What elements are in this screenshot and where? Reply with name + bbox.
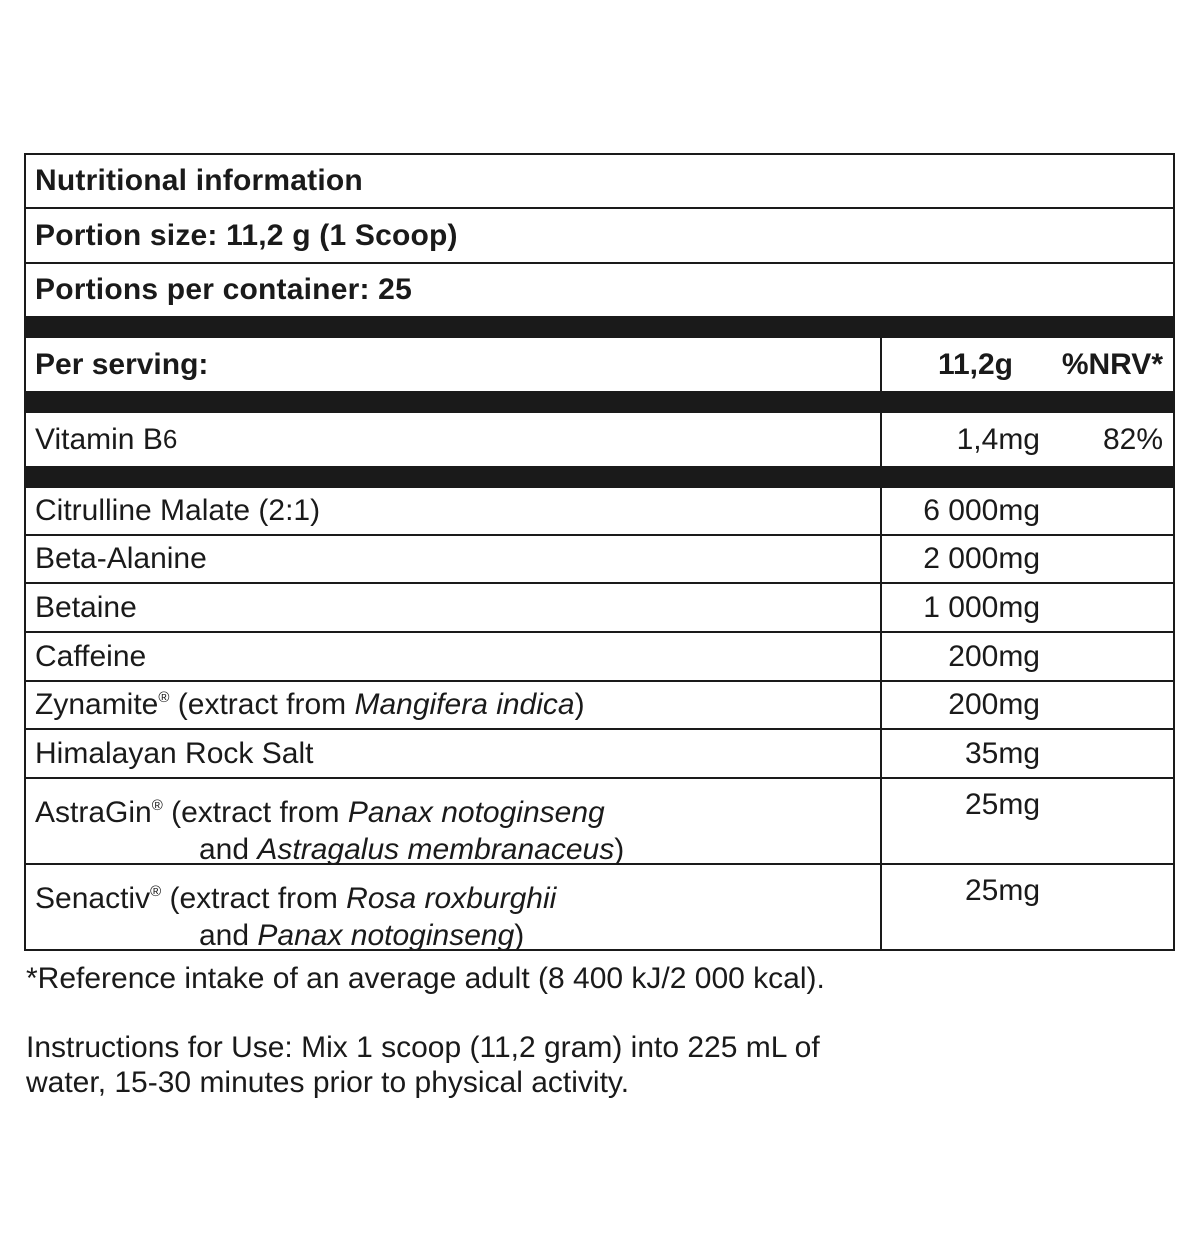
ingredient-name: AstraGin® (extract from Panax notoginseng and Astragalus membranaceus)	[26, 779, 882, 863]
thick-divider	[26, 393, 1173, 413]
portions-per-container-row	[26, 264, 1173, 318]
column-header-row	[26, 338, 1173, 393]
portion-size-row	[26, 209, 1173, 264]
thick-divider	[26, 468, 1173, 488]
ingredient-name: Himalayan Rock Salt	[26, 730, 882, 777]
instructions-line: water, 15-30 minutes prior to physical activity.	[26, 1066, 630, 1099]
ingredient-amount: 25mg	[964, 788, 1040, 821]
ingredient-values	[882, 779, 1173, 863]
registered-mark: ®	[158, 689, 170, 706]
table-row	[26, 488, 1173, 536]
ingredient-amount: 25mg	[964, 874, 1040, 907]
ingredient-amount: 2 000mg	[923, 542, 1040, 575]
ingredient-name: Senactiv® (extract from Rosa roxburghii and Panax notoginseng)	[26, 865, 882, 949]
ingredient-values	[882, 536, 1173, 582]
ingredient-values	[882, 633, 1173, 680]
ingredient-amount: 6 000mg	[923, 494, 1040, 527]
table-row	[26, 730, 1173, 779]
nutrient-name: Vitamin B 6	[26, 413, 882, 466]
table-title-row	[26, 155, 1173, 209]
serving-amount-header: 11,2g	[937, 347, 1013, 381]
ingredient-amount: 200mg	[948, 639, 1040, 673]
nutrition-table	[24, 153, 1175, 951]
ingredient-values	[882, 682, 1173, 728]
table-row	[26, 584, 1173, 633]
reference-intake-footnote: *Reference intake of an average adult (8 400 kJ/2 000 kcal).	[26, 962, 825, 995]
registered-mark: ®	[150, 883, 162, 900]
ingredient-name: Citrulline Malate (2:1)	[26, 488, 882, 534]
ingredient-values	[882, 865, 1173, 949]
table-row	[26, 865, 1173, 952]
ingredient-amount: 200mg	[948, 688, 1040, 721]
ingredient-amount: 1 000mg	[923, 590, 1040, 624]
registered-mark: ®	[151, 797, 163, 814]
ingredient-values	[882, 730, 1173, 777]
portions-per-container: Portions per container: 25	[35, 273, 412, 306]
table-row	[26, 536, 1173, 584]
ingredient-amount: 35mg	[964, 736, 1040, 770]
nutrient-values	[882, 413, 1173, 466]
nutrient-amount: 1,4mg	[956, 422, 1040, 456]
table-row	[26, 413, 1173, 468]
nrv-header: %NRV*	[1061, 347, 1163, 381]
instructions-line: Instructions for Use: Mix 1 scoop (11,2 gram) into 225 mL of	[26, 1031, 820, 1064]
column-header-amounts	[882, 338, 1173, 391]
instructions-for-use	[26, 1030, 926, 1100]
nutrient-nrv: 82%	[1102, 422, 1163, 456]
ingredient-name: Caffeine	[26, 633, 882, 680]
ingredient-name: Beta-Alanine	[26, 536, 882, 582]
ingredient-name: Betaine	[26, 584, 882, 631]
portion-size: Portion size: 11,2 g (1 Scoop)	[35, 218, 458, 252]
table-row	[26, 779, 1173, 865]
table-row	[26, 633, 1173, 682]
ingredient-values	[882, 488, 1173, 534]
table-title: Nutritional information	[35, 164, 363, 197]
thick-divider	[26, 318, 1173, 338]
ingredient-values	[882, 584, 1173, 631]
ingredient-name: Zynamite® (extract from Mangifera indica)	[26, 682, 882, 728]
per-serving-label: Per serving:	[26, 338, 882, 391]
table-row	[26, 682, 1173, 730]
